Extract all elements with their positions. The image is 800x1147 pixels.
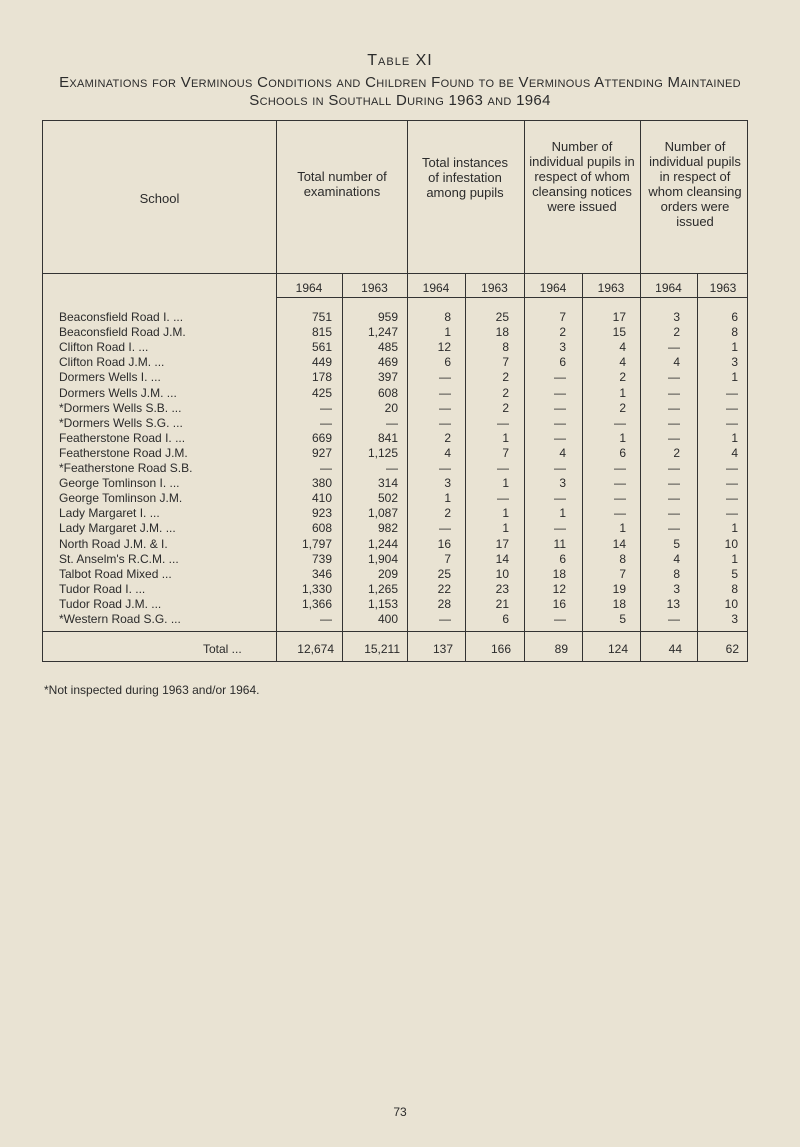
table-cell: — [668,506,680,521]
total-cell: 166 [490,642,511,656]
school-name: *Western Road S.G. ... [59,612,181,626]
table-row [43,325,749,340]
table-cell: 7 [502,355,509,370]
table-cell: 923 [311,506,332,521]
table-cell: 18 [552,566,566,581]
total-label: Total ... [203,642,242,656]
table-cell: 8 [731,581,738,596]
table-cell: 1,366 [301,596,332,611]
table-cell: 4 [731,445,738,460]
year-header: 1963 [709,281,737,295]
school-name: George Tomlinson J.M. [59,491,183,506]
school-name: Dormers Wells J.M. ... [59,385,177,400]
table-cell: 959 [377,310,398,324]
table-cell: — [320,612,332,626]
table-cell: 3 [559,476,566,491]
total-cell: 62 [725,642,739,656]
table-cell: — [668,385,680,400]
table-cell: 10 [495,566,509,581]
table-cell: 2 [673,445,680,460]
table-row [43,431,749,446]
table-cell: — [497,461,509,475]
table-cell: 1,244 [367,536,398,551]
table-cell: — [554,370,566,385]
table-cell: 400 [377,612,398,626]
table-cell: — [726,415,738,430]
table-cell: — [726,476,738,491]
total-rule [43,631,747,632]
year-header: 1964 [539,281,567,295]
school-name: *Dormers Wells S.B. ... [59,400,182,415]
total-cell: 44 [668,642,682,656]
table-cell: — [726,461,738,475]
table-cell: — [320,461,332,475]
year-header: 1964 [295,281,323,295]
table-row [43,612,749,627]
table-cell: 982 [377,521,398,536]
table-cell: 20 [384,400,398,415]
table-cell: 5 [731,566,738,581]
table-cell: — [386,415,398,430]
table-cell: 2 [502,370,509,385]
table-cell: — [554,385,566,400]
school-name: Tudor Road I. ... [59,581,146,596]
school-name: North Road J.M. & I. [59,536,168,551]
table-cell: 1 [619,521,626,536]
data-table [42,120,748,662]
table-cell: 8 [502,340,509,355]
table-row [43,506,749,521]
table-cell: — [320,415,332,430]
table-cell: 7 [502,445,509,460]
table-cell: 12 [437,340,451,355]
table-cell: 1 [444,491,451,506]
year-rule [276,297,747,298]
school-name: Talbot Road Mixed ... [59,566,172,581]
table-cell: 11 [553,536,566,551]
table-cell: 1 [559,506,566,521]
table-cell: — [554,461,566,475]
table-cell: — [726,400,738,415]
table-cell: 10 [724,536,738,551]
table-cell: 13 [666,596,680,611]
table-cell: 4 [619,355,626,370]
table-cell: — [668,491,680,506]
table-cell: 1 [619,430,626,445]
table-cell: — [726,385,738,400]
table-cell: 1,087 [367,506,398,521]
table-cell: 19 [612,581,626,596]
table-row [43,521,749,536]
table-cell: 1 [502,521,509,536]
table-cell: — [614,506,626,521]
table-cell: 16 [437,536,451,551]
table-cell: — [439,400,451,415]
table-cell: 8 [444,310,451,324]
table-cell: 4 [444,445,451,460]
table-cell: — [668,612,680,626]
table-cell: 1,247 [367,325,398,340]
table-cell: 1,265 [367,581,398,596]
school-name: *Featherstone Road S.B. [59,461,193,475]
school-name: Lady Margaret J.M. ... [59,521,176,536]
table-cell: 7 [444,551,451,566]
table-row [43,537,749,552]
table-cell: 1 [444,325,451,340]
table-cell: 485 [377,340,398,355]
table-cell: — [668,400,680,415]
table-cell: 2 [673,325,680,340]
table-row [43,552,749,567]
table-cell: 397 [377,370,398,385]
table-cell: 751 [311,310,332,324]
table-cell: 6 [444,355,451,370]
table-cell: 7 [559,310,566,324]
table-row [43,370,749,385]
table-cell: — [668,370,680,385]
table-row [43,355,749,370]
table-cell: 1,330 [301,581,332,596]
table-cell: 2 [502,400,509,415]
school-name: Beaconsfield Road I. ... [59,310,184,324]
year-header: 1964 [655,281,682,295]
table-cell: — [497,415,509,430]
table-cell: — [668,415,680,430]
table-cell: 608 [311,521,332,536]
table-cell: 1 [731,340,738,355]
table-cell: 1,125 [367,445,398,460]
table-cell: 502 [377,491,398,506]
year-header: 1964 [422,281,450,295]
page-number: 73 [393,1105,407,1119]
header-orders: Number of individual pupils in respect of whom cleansing orders were issued [648,139,742,229]
table-cell: 15 [612,325,626,340]
school-name: Tudor Road J.M. ... [59,596,162,611]
table-cell: 1 [731,551,738,566]
table-cell: 1 [731,370,738,385]
table-cell: 4 [619,340,626,355]
table-cell: — [668,461,680,475]
school-name: Featherstone Road I. ... [59,430,186,445]
table-subtitle: Examinations for Verminous Conditions and Children Found to be Verminous Attending Maintained Schools in Southall During 1963 and 1964 [59,74,741,109]
table-cell: — [439,370,451,385]
table-row [43,461,749,476]
table-cell: 6 [559,355,566,370]
table-cell: 841 [377,430,398,445]
table-cell: — [554,491,566,506]
table-row [43,416,749,431]
table-cell: — [726,506,738,521]
table-cell: 346 [311,566,332,581]
table-row [43,340,749,355]
table-cell: 410 [311,491,332,506]
table-cell: — [726,491,738,506]
table-cell: 209 [377,566,398,581]
header-examinations: Total number of examinations [297,169,387,199]
table-cell: 178 [311,370,332,385]
total-cell: 15,211 [364,642,400,656]
table-row [43,446,749,461]
table-cell: 10 [724,596,738,611]
table-cell: 927 [311,445,332,460]
school-name: Beaconsfield Road J.M. [59,325,186,340]
school-name: *Dormers Wells S.G. ... [59,415,183,430]
school-name: Dormers Wells I. ... [59,370,161,385]
table-cell: 1,797 [301,536,332,551]
table-cell: 815 [311,325,332,340]
table-cell: 17 [612,310,626,324]
table-cell: 669 [311,430,332,445]
table-cell: 2 [444,430,451,445]
table-cell: — [554,400,566,415]
table-row [43,597,749,612]
table-row [43,476,749,491]
table-cell: 6 [559,551,566,566]
total-cell: 89 [554,642,568,656]
table-cell: 25 [437,566,451,581]
table-row [43,491,749,506]
table-cell: — [439,415,451,430]
table-cell: 3 [731,612,738,626]
school-name: George Tomlinson I. ... [59,476,180,491]
table-cell: — [668,430,680,445]
table-cell: 1 [502,506,509,521]
table-cell: 314 [377,476,398,491]
table-cell: — [614,476,626,491]
table-cell: 1,904 [367,551,398,566]
table-cell: — [439,385,451,400]
table-cell: — [668,476,680,491]
table-cell: 4 [559,445,566,460]
table-cell: 2 [444,506,451,521]
table-cell: 22 [437,581,451,596]
total-cell: 124 [607,642,628,656]
table-cell: 21 [495,596,509,611]
table-cell: 6 [502,612,509,626]
table-cell: — [320,400,332,415]
table-cell: 8 [673,566,680,581]
header-infestation: Total instances of infestation among pupils [422,155,508,200]
table-title: Table XI [367,52,433,69]
table-cell: 2 [559,325,566,340]
table-cell: — [554,415,566,430]
table-cell: 23 [495,581,509,596]
year-header: 1963 [597,281,625,295]
table-cell: 14 [495,551,509,566]
table-cell: 25 [495,310,509,324]
table-cell: — [439,612,451,626]
table-cell: 12 [552,581,566,596]
school-name: Lady Margaret I. ... [59,506,160,521]
table-row [43,401,749,416]
table-row [43,582,749,597]
table-cell: 3 [673,310,680,324]
table-row [43,386,749,401]
table-cell: — [439,521,451,536]
table-cell: 1 [731,521,738,536]
total-cell: 12,674 [297,642,334,656]
table-cell: — [614,491,626,506]
table-cell: 2 [502,385,509,400]
table-cell: 8 [731,325,738,340]
table-cell: — [614,415,626,430]
table-cell: — [668,340,680,355]
table-cell: 5 [619,612,626,626]
table-cell: 449 [311,355,332,370]
table-cell: 6 [619,445,626,460]
table-cell: 14 [612,536,626,551]
table-cell: 380 [311,476,332,491]
table-cell: 17 [495,536,509,551]
table-cell: 1 [619,385,626,400]
table-cell: 3 [673,581,680,596]
table-cell: — [554,521,566,536]
footnote: *Not inspected during 1963 and/or 1964. [44,683,260,697]
table-cell: 16 [552,596,566,611]
header-rule [43,273,747,274]
table-cell: — [614,461,626,475]
table-cell: 7 [619,566,626,581]
table-cell: 561 [311,340,332,355]
table-cell: 1 [502,476,509,491]
school-name: St. Anselm's R.C.M. ... [59,551,179,566]
table-cell: 739 [311,551,332,566]
header-notices: Number of individual pupils in respect of whom cleansing notices were issued [529,139,635,214]
table-cell: 4 [673,551,680,566]
table-cell: — [386,461,398,475]
table-cell: 18 [612,596,626,611]
school-name: Clifton Road I. ... [59,340,149,355]
table-cell: 2 [619,370,626,385]
table-cell: — [668,521,680,536]
table-cell: 4 [673,355,680,370]
table-cell: 2 [619,400,626,415]
table-cell: 5 [673,536,680,551]
table-cell: 1 [731,430,738,445]
table-cell: — [497,491,509,506]
table-cell: — [439,461,451,475]
year-header: 1963 [481,281,508,295]
table-cell: 8 [619,551,626,566]
header-school: School [139,191,180,206]
table-cell: 425 [311,385,332,400]
table-row [43,310,749,325]
school-name: Featherstone Road J.M. [59,445,188,460]
table-cell: — [554,612,566,626]
table-cell: — [554,430,566,445]
table-cell: 1 [502,430,509,445]
school-name: Clifton Road J.M. ... [59,355,165,370]
table-cell: 3 [444,476,451,491]
table-cell: 3 [559,340,566,355]
table-cell: 608 [377,385,398,400]
table-cell: 1,153 [367,596,398,611]
table-row [43,567,749,582]
table-cell: 469 [377,355,398,370]
year-header: 1963 [361,281,388,295]
table-cell: 28 [437,596,451,611]
table-cell: 18 [495,325,509,340]
table-cell: 6 [731,310,738,324]
total-cell: 137 [432,642,453,656]
table-cell: 3 [731,355,738,370]
